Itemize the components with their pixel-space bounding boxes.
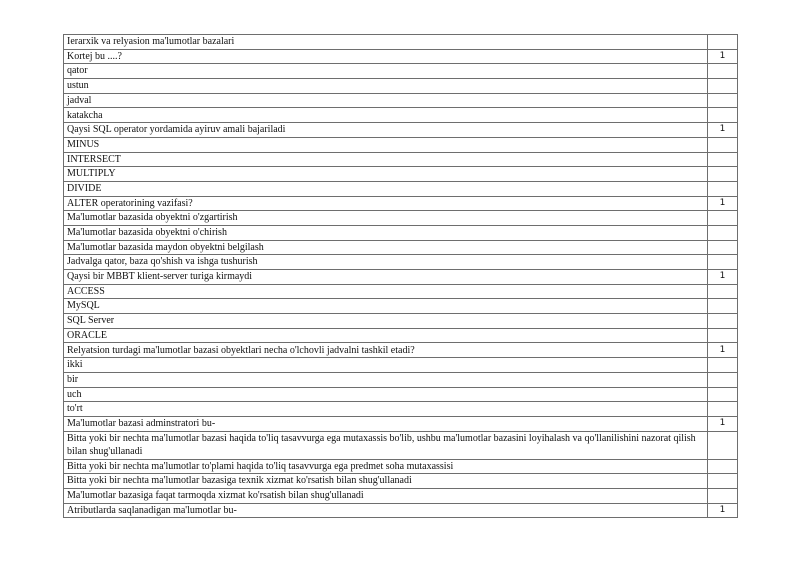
row-text-cell: ikki [64, 358, 708, 373]
row-number-cell [708, 79, 738, 94]
row-number-cell [708, 93, 738, 108]
row-text-cell: ORACLE [64, 328, 708, 343]
row-number-cell [708, 387, 738, 402]
row-text-cell: ustun [64, 79, 708, 94]
row-number-cell [708, 372, 738, 387]
row-text-cell: uch [64, 387, 708, 402]
row-number-cell [708, 459, 738, 474]
table-row [64, 79, 738, 94]
row-number-cell [708, 167, 738, 182]
table-row [64, 225, 738, 240]
row-text-cell: Ma'lumotlar bazasi adminstratori bu- [64, 416, 708, 431]
row-text-cell: Ma'lumotlar bazasida maydon obyektni belgilash [64, 240, 708, 255]
quiz-table [63, 34, 738, 518]
row-text-cell: Bitta yoki bir nechta ma'lumotlar bazasi haqida to'liq tasavvurga ega mutaxassis bo'lib, ushbu ma'lumotlar bazasini loyihalash va qo'llanilishini nazorat qilish bilan shug'ullanadi [64, 431, 708, 459]
row-text-cell: Ma'lumotlar bazasiga faqat tarmoqda xizmat ko'rsatish bilan shug'ullanadi [64, 488, 708, 503]
table-row [64, 503, 738, 518]
table-row [64, 167, 738, 182]
table-row [64, 196, 738, 211]
table-row [64, 372, 738, 387]
row-number-cell: 1 [708, 123, 738, 138]
row-number-cell [708, 488, 738, 503]
row-number-cell: 1 [708, 503, 738, 518]
row-number-cell: 1 [708, 196, 738, 211]
table-row [64, 343, 738, 358]
row-number-cell [708, 108, 738, 123]
table-row [64, 328, 738, 343]
row-text-cell: bir [64, 372, 708, 387]
table-row [64, 211, 738, 226]
row-text-cell: to'rt [64, 402, 708, 417]
row-text-cell: jadval [64, 93, 708, 108]
row-text-cell: qator [64, 64, 708, 79]
row-number-cell: 1 [708, 270, 738, 285]
table-row [64, 35, 738, 50]
row-number-cell [708, 35, 738, 50]
row-text-cell: Ma'lumotlar bazasida obyektni o'chirish [64, 225, 708, 240]
row-number-cell: 1 [708, 416, 738, 431]
row-number-cell: 1 [708, 49, 738, 64]
row-text-cell: Qaysi bir MBBT klient-server turiga kirmaydi [64, 270, 708, 285]
row-number-cell [708, 181, 738, 196]
row-text-cell: MULTIPLY [64, 167, 708, 182]
row-text-cell: Ierarxik va relyasion ma'lumotlar bazalari [64, 35, 708, 50]
table-row [64, 137, 738, 152]
row-text-cell: Bitta yoki bir nechta ma'lumotlar bazasiga texnik xizmat ko'rsatish bilan shug'ullanadi [64, 474, 708, 489]
row-number-cell [708, 328, 738, 343]
row-text-cell: Atributlarda saqlanadigan ma'lumotlar bu- [64, 503, 708, 518]
row-number-cell [708, 152, 738, 167]
row-number-cell [708, 225, 738, 240]
table-row [64, 431, 738, 459]
table-row [64, 299, 738, 314]
row-number-cell [708, 474, 738, 489]
row-text-cell: Ma'lumotlar bazasida obyektni o'zgartirish [64, 211, 708, 226]
row-text-cell: ACCESS [64, 284, 708, 299]
row-text-cell: MINUS [64, 137, 708, 152]
row-number-cell [708, 358, 738, 373]
table-row [64, 474, 738, 489]
row-number-cell [708, 240, 738, 255]
table-row [64, 387, 738, 402]
table-row [64, 402, 738, 417]
quiz-table-body [64, 35, 738, 518]
table-row [64, 152, 738, 167]
row-text-cell: ALTER operatorining vazifasi? [64, 196, 708, 211]
row-number-cell [708, 211, 738, 226]
row-number-cell: 1 [708, 343, 738, 358]
table-row [64, 108, 738, 123]
table-row [64, 49, 738, 64]
row-number-cell [708, 431, 738, 459]
row-number-cell [708, 64, 738, 79]
row-text-cell: MySQL [64, 299, 708, 314]
row-text-cell: Relyatsion turdagi ma'lumotlar bazasi obyektlari necha o'lchovli jadvalni tashkil etadi? [64, 343, 708, 358]
table-row [64, 93, 738, 108]
table-row [64, 284, 738, 299]
row-number-cell [708, 299, 738, 314]
row-text-cell: Kortej bu ....? [64, 49, 708, 64]
row-text-cell: DIVIDE [64, 181, 708, 196]
table-row [64, 181, 738, 196]
row-text-cell: SQL Server [64, 314, 708, 329]
table-row [64, 255, 738, 270]
table-row [64, 314, 738, 329]
row-text-cell: INTERSECT [64, 152, 708, 167]
row-number-cell [708, 137, 738, 152]
row-number-cell [708, 402, 738, 417]
table-row [64, 270, 738, 285]
table-row [64, 459, 738, 474]
row-text-cell: Qaysi SQL operator yordamida ayiruv amali bajariladi [64, 123, 708, 138]
row-text-cell: katakcha [64, 108, 708, 123]
row-text-cell: Bitta yoki bir nechta ma'lumotlar to'plami haqida to'liq tasavvurga ega predmet soha mutaxassisi [64, 459, 708, 474]
table-row [64, 64, 738, 79]
table-row [64, 488, 738, 503]
table-row [64, 240, 738, 255]
table-row [64, 123, 738, 138]
row-number-cell [708, 284, 738, 299]
row-text-cell: Jadvalga qator, baza qo'shish va ishga tushurish [64, 255, 708, 270]
row-number-cell [708, 314, 738, 329]
row-number-cell [708, 255, 738, 270]
table-row [64, 416, 738, 431]
table-row [64, 358, 738, 373]
